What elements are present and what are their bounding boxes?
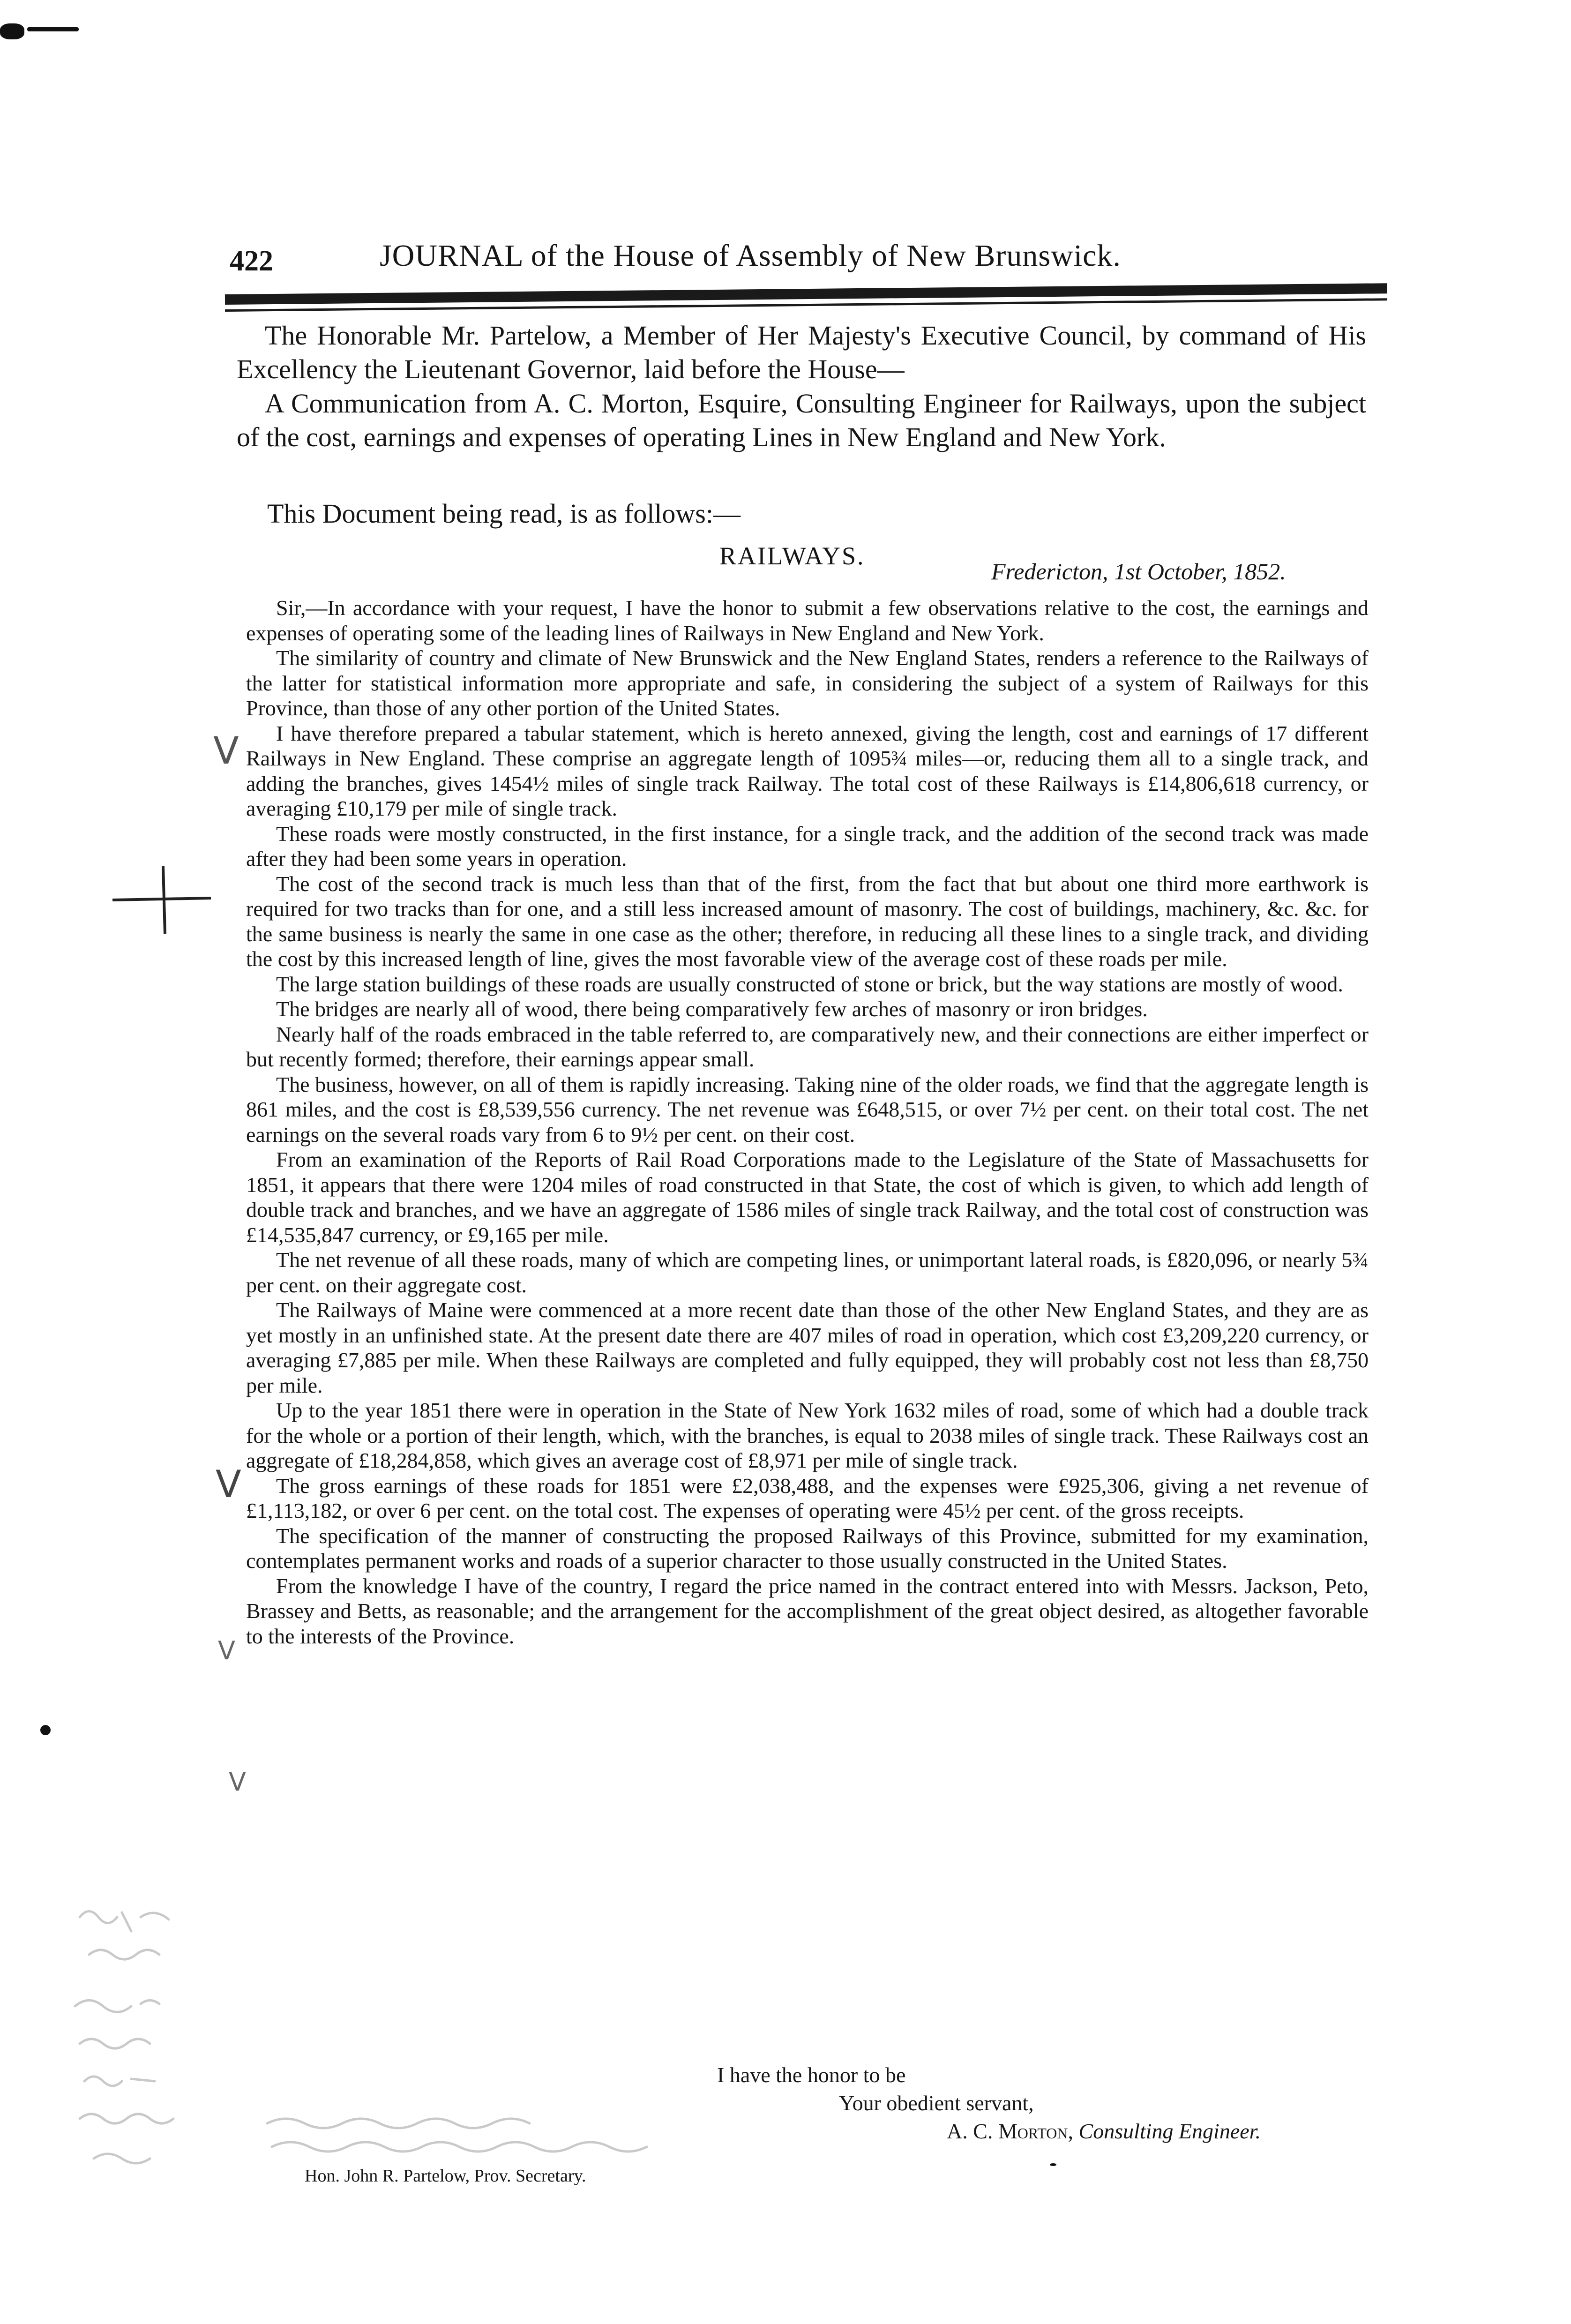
page-speck (1050, 2163, 1056, 2166)
running-header (230, 238, 1383, 290)
margin-tick-mark: V (216, 1462, 241, 1506)
letter-paragraph: From the knowledge I have of the country, I regard the price named in the contract entered into with Messrs. Jackson, Peto, Brassey and Betts, as reasonable; and the arrangement for the accomplishment of the great object desired, as altogether favorable to the interests of the Province. (246, 1574, 1369, 1648)
margin-tick-mark: V (218, 1636, 235, 1665)
binding-mark (27, 27, 79, 31)
signature-title: Consulting Engineer. (1078, 2119, 1261, 2143)
letter-paragraph: The cost of the second track is much less than that of the first, from the fact that but about one third more earthwork is required for two tracks than for one, and a still less increased amount of masonry. The cost of buildings, machinery, &c. &c. for the same business is nearly the same in one case as the other; therefore, in reducing all these lines to a single track, and dividing the cost by this increased length of line, gives the most favorable view of the average cost of these roads per mile. (246, 871, 1369, 971)
letter-paragraph: From an examination of the Reports of Rail Road Corporations made to the Legislature of the State of Massachusetts for 1851, it appears that there were 1204 miles of road constructed in that State, the cost of which is given, to which add length of double track and branches, and we have an aggregate of 1586 miles of single track Railway, and the total cost of construction was £14,535,847 currency, or £9,165 per mile. (246, 1147, 1369, 1247)
letter-paragraph: The gross earnings of these roads for 1851 were £2,038,488, and the expenses were £925,306, giving a net revenue of £1,113,182, or over 6 per cent. on the total cost. The expenses of operating were 45½ per cent. of the gross receipts. (246, 1473, 1369, 1522)
letter-body (246, 595, 1369, 1649)
letter-paragraph: Sir,—In accordance with your request, I have the honor to submit a few observations relative to the cost, the earnings and expenses of operating some of the leading lines of Railways in New England and New York. (246, 596, 1369, 645)
letter-paragraph: The large station buildings of these roads are usually constructed of stone or brick, but the way stations are mostly of wood. (276, 972, 1343, 996)
intro-paragraph-3: This Document being read, is as follows:— (267, 498, 741, 529)
closing-line: I have the honor to be (717, 2063, 906, 2087)
letter-paragraph: The specification of the manner of constructing the proposed Railways of this Province, submitted for my examination, contemplates permanent works and roads of a superior character to those usually constructed in the United States. (246, 1523, 1369, 1573)
running-head-title: JOURNAL of the House of Assembly of New Brunswick. (380, 239, 1121, 273)
binding-mark (0, 23, 24, 39)
faint-pencil-annotations (70, 1903, 867, 2203)
letter-paragraph: The similarity of country and climate of New Brunswick and the New England States, renders a reference to the Railways of the latter for statistical information more appropriate and safe, in considering the subject of a system of Railways for this Province, than those of any other portion of the United States. (246, 646, 1369, 720)
dateline: Fredericton, 1st October, 1852. (991, 558, 1286, 585)
letter-paragraph: The business, however, on all of them is rapidly increasing. Taking nine of the older roads, we find that the aggregate length is 861 miles, and the cost is £8,539,556 currency. The net revenue was £648,515, or over 7½ per cent. on their total cost. The net earnings on the several roads vary from 6 to 9½ per cent. on their cost. (246, 1072, 1369, 1147)
signature-block (947, 2119, 1261, 2144)
closing-salutation: Your obedient servant, (839, 2091, 1034, 2115)
addressee: Hon. John R. Partelow, Prov. Secretary. (305, 2166, 586, 2186)
margin-tick-mark: V (229, 1767, 246, 1797)
letter-paragraph: The net revenue of all these roads, many of which are competing lines, or unimportant lateral roads, is £820,096, or nearly 5¾ per cent. on their aggregate cost. (246, 1248, 1369, 1297)
letter-paragraph: Up to the year 1851 there were in operation in the State of New York 1632 miles of road, some of which had a double track for the whole or a portion of their length, which, with the branches, is equal to 2038 miles of single track. These Railways cost an aggregate of £18,284,858, which gives an average cost of £8,971 per mile of single track. (246, 1398, 1369, 1472)
page-number: 422 (230, 245, 273, 277)
signature-name: A. C. Morton, (947, 2119, 1074, 2143)
document-heading: RAILWAYS. (719, 542, 865, 570)
margin-tick-mark: V (213, 729, 239, 772)
letter-paragraph: The Railways of Maine were commenced at a more recent date than those of the other New England States, and they are as yet mostly in an unfinished state. At the present date there are 407 miles of road in operation, which cost £3,209,220 currency, or averaging £7,885 per mile. When these Railways are completed and fully equipped, they will probably cost not less than £8,750 per mile. (246, 1298, 1369, 1397)
intro-paragraph-2: A Communication from A. C. Morton, Esquire, Consulting Engineer for Railways, upon the subject of the cost, earnings and expenses of operating Lines in New England and New York. (237, 388, 1366, 452)
letter-paragraph: The bridges are nearly all of wood, there being comparatively few arches of masonry or iron bridges. (276, 997, 1148, 1021)
letter-paragraph: These roads were mostly constructed, in the first instance, for a single track, and the addition of the second track was made after they had been some years in operation. (246, 821, 1369, 870)
margin-cross-mark (108, 862, 216, 937)
intro-paragraph-1: The Honorable Mr. Partelow, a Member of Her Majesty's Executive Council, by command of His Excellency the Lieutenant Governor, laid before the House— (237, 320, 1366, 384)
page-speck (40, 1725, 51, 1735)
letter-paragraph: Nearly half of the roads embraced in the table referred to, are comparatively new, and their connections are either imperfect or but recently formed; therefore, their earnings appear small. (246, 1022, 1369, 1071)
letter-paragraph: I have therefore prepared a tabular statement, which is hereto annexed, giving the length, cost and earnings of 17 different Railways in New England. These comprise an aggregate length of 1095¾ miles—or, reducing them all to a single track, and adding the branches, gives 1454½ miles of single track Railway. The total cost of these Railways is £14,806,618 currency, or averaging £10,179 per mile of single track. (246, 721, 1369, 820)
